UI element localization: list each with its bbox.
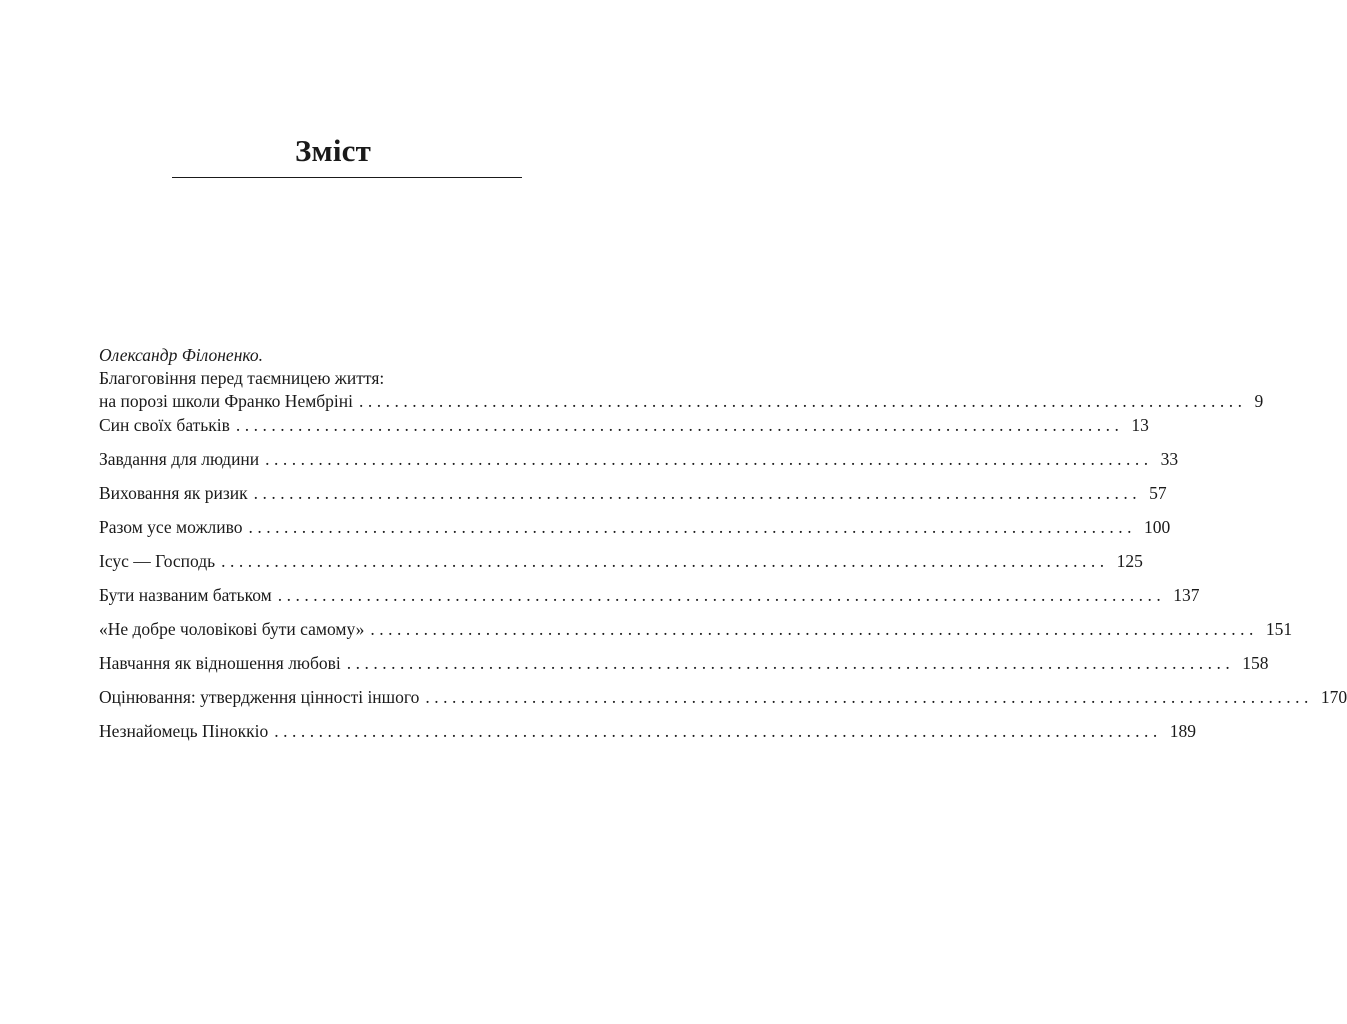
toc-entry[interactable] bbox=[99, 652, 1269, 686]
toc-entry-title: Син своїх батьків bbox=[99, 415, 230, 435]
toc-entry-title: Оцінювання: утвердження цінності іншого bbox=[99, 687, 420, 707]
toc-page-number: 13 bbox=[1131, 415, 1149, 435]
toc-entry[interactable] bbox=[99, 584, 1200, 618]
toc-entry-title: Незнайомець Піноккіо bbox=[99, 721, 269, 741]
toc-page-number: 33 bbox=[1160, 449, 1179, 469]
toc-entry[interactable] bbox=[99, 516, 1171, 550]
toc-entry[interactable] bbox=[99, 686, 1347, 720]
toc-page-number: 170 bbox=[1320, 687, 1347, 707]
toc-entry-title: Навчання як відношення любові bbox=[99, 653, 341, 673]
toc-entry-title: Бути названим батьком bbox=[99, 585, 272, 605]
toc-page-number: 158 bbox=[1242, 653, 1269, 673]
toc-leader-dots: .................................................................................................... bbox=[346, 653, 1235, 673]
toc-entry-title: «Не добре чоловікові бути самому» bbox=[99, 619, 365, 639]
toc-entry-title: Ісус — Господь bbox=[99, 551, 216, 571]
toc-entry-title: Завдання для людини bbox=[99, 449, 260, 469]
toc-entry[interactable] bbox=[99, 414, 1149, 448]
toc-page-number: 151 bbox=[1265, 619, 1293, 639]
toc-entry-title-line: Благоговіння перед таємницею життя: bbox=[99, 368, 385, 388]
toc-leader-dots: .................................................................................................... bbox=[221, 551, 1109, 571]
toc-leader-dots: .................................................................................................... bbox=[370, 619, 1258, 639]
toc-page-number: 137 bbox=[1173, 585, 1200, 605]
toc-leader-dots: .................................................................................................... bbox=[235, 415, 1124, 435]
toc-entry[interactable] bbox=[99, 618, 1293, 652]
toc-leader-dots: .................................................................................................... bbox=[274, 721, 1162, 741]
toc-entry-title: Разом усе можливо bbox=[99, 517, 243, 537]
toc-entry[interactable] bbox=[99, 482, 1167, 516]
toc-page-number: 189 bbox=[1169, 721, 1196, 741]
toc-page-number: 125 bbox=[1116, 551, 1143, 571]
toc-page-number: 57 bbox=[1149, 483, 1167, 503]
toc-page-number: 100 bbox=[1144, 517, 1171, 537]
table-of-contents bbox=[99, 344, 1347, 754]
title-divider bbox=[172, 177, 522, 178]
toc-leader-dots: .................................................................................................... bbox=[277, 585, 1166, 605]
toc-entry[interactable] bbox=[99, 390, 1264, 414]
toc-leader-dots: .................................................................................................... bbox=[253, 483, 1142, 503]
toc-leader-dots: .................................................................................................... bbox=[359, 391, 1247, 411]
toc-entry-title: Виховання як ризик bbox=[99, 483, 248, 503]
toc-leader-dots: .................................................................................................... bbox=[265, 449, 1153, 469]
toc-entry[interactable] bbox=[99, 720, 1196, 754]
toc-entry[interactable] bbox=[99, 448, 1179, 482]
toc-entry-title: на порозі школи Франко Нембріні bbox=[99, 391, 354, 411]
toc-leader-dots: .................................................................................................... bbox=[248, 517, 1137, 537]
toc-page-number: 9 bbox=[1254, 391, 1264, 411]
toc-author: Олександр Філоненко. bbox=[99, 345, 264, 365]
toc-entry[interactable] bbox=[99, 550, 1143, 584]
toc-leader-dots: .................................................................................................... bbox=[425, 687, 1313, 707]
page-title: Зміст bbox=[294, 133, 372, 168]
